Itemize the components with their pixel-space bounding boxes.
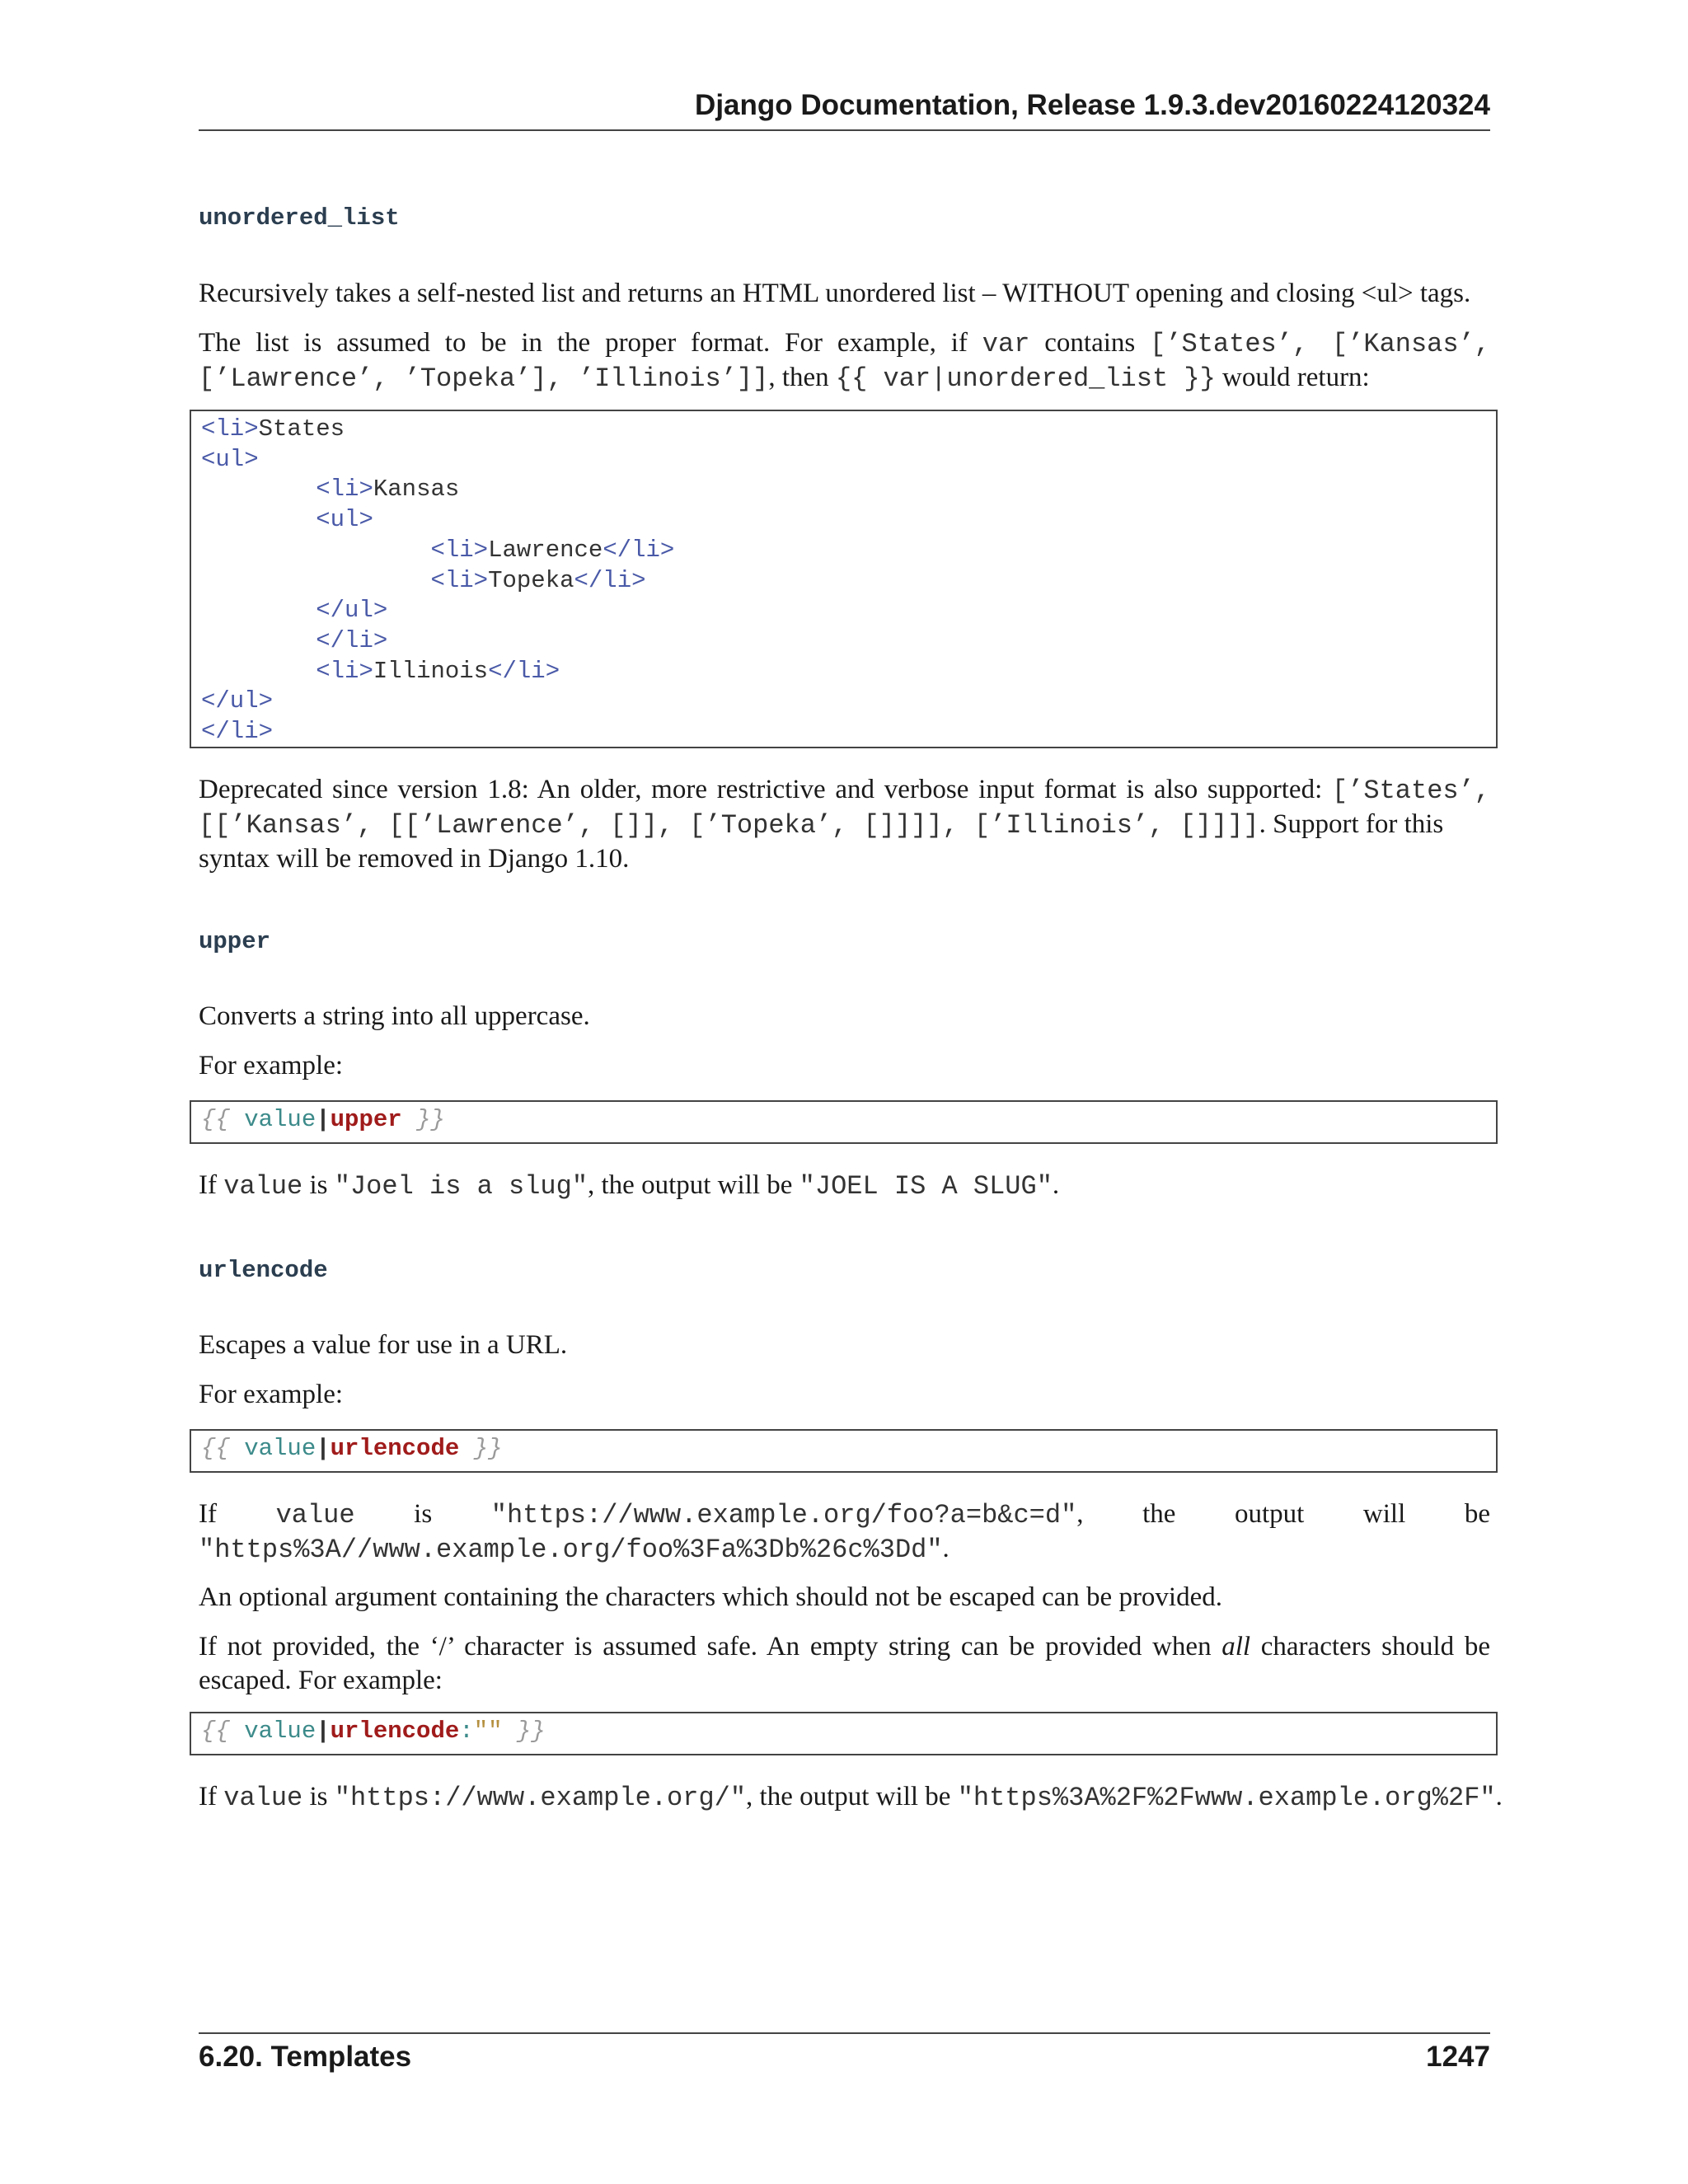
code-block: [190, 410, 1498, 748]
html-tag: </li>: [201, 718, 274, 746]
code-line: <li>Lawrence</li>: [430, 536, 675, 564]
html-tag: <li>: [316, 657, 373, 685]
paragraph: Recursively takes a self-nested list and returns an HTML unordered list – WITHOUT opening and closing <ul> tags.: [199, 279, 1471, 308]
code-line: <li>Topeka</li>: [430, 566, 646, 594]
code-block: {{ value|urlencode:"" }}: [190, 1712, 1498, 1755]
paragraph: Escapes a value for use in a URL.: [199, 1330, 568, 1360]
code-block: {{ value|upper }}: [190, 1100, 1498, 1144]
paragraph: If value is "https://www.example.org/", the output will be "https%3A%2F%2Fwww.example.org%2F".: [199, 1782, 1503, 1813]
code-block: {{ value|urlencode }}: [190, 1429, 1498, 1473]
html-tag: <li>: [430, 536, 489, 564]
html-tag: <ul>: [316, 506, 373, 534]
code-line: [201, 687, 273, 715]
html-tag: </li>: [488, 657, 560, 685]
html-tag: </ul>: [316, 597, 388, 625]
paragraph: If not provided, the ‘/’ character is assumed safe. An empty string can be provided when all characters should be escaped. For example:: [199, 1632, 1490, 1695]
code-line: [201, 506, 373, 533]
html-tag: </li>: [603, 536, 675, 564]
code-line: [201, 597, 387, 624]
code-line: [201, 627, 387, 654]
html-tag: <li>: [316, 476, 373, 504]
section-heading-unordered-list: unordered_list: [199, 204, 400, 232]
html-tag: <li>: [430, 566, 489, 594]
section-heading-urlencode: urlencode: [199, 1257, 328, 1284]
paragraph: If value is "Joel is a slug", the output will be "JOEL IS A SLUG".: [199, 1170, 1060, 1202]
code-listing: [191, 411, 1496, 751]
paragraph: Converts a string into all uppercase.: [199, 1001, 590, 1031]
deprecation-note: Deprecated since version 1.8: An older, more restrictive and verbose input format is also supported: [’States’, [[’Kansas’, [[’Lawrence’, []], [’Topeka’, []]]], [’Illinois’, []]]]. Support for this syntax will be removed in Django 1.10.: [199, 775, 1490, 874]
running-header: Django Documentation, Release 1.9.3.dev20160224120324: [695, 89, 1490, 121]
section-heading-upper: upper: [199, 928, 271, 955]
code-line: [201, 718, 273, 745]
footer-section-title: 6.20. Templates: [199, 2041, 412, 2073]
code-line: [201, 446, 259, 473]
paragraph: The list is assumed to be in the proper format. For example, if var contains [’States’, [’Kansas’, [’Lawrence’, ’Topeka’], ’Illinois’]], then {{ var|unordered_list }} would return:: [199, 328, 1490, 394]
code-line: <li>States: [201, 415, 345, 443]
html-tag: <li>: [201, 415, 259, 443]
html-tag: </li>: [316, 626, 388, 654]
paragraph: For example:: [199, 1380, 344, 1409]
code-line: <li>Kansas: [316, 476, 460, 504]
paragraph: For example:: [199, 1051, 344, 1080]
footer-rule: [199, 2032, 1490, 2034]
html-tag: </li>: [574, 566, 646, 594]
paragraph: An optional argument containing the characters which should not be escaped can be provided.: [199, 1582, 1222, 1612]
code-line: <li>Illinois</li>: [316, 657, 560, 685]
paragraph: If value is "https://www.example.org/foo?a=b&c=d", the output will be "https%3A//www.example.org/foo%3Fa%3Db%26c%3Dd".: [199, 1499, 1490, 1565]
header-rule: [199, 129, 1490, 131]
html-tag: <ul>: [201, 445, 259, 473]
html-tag: </ul>: [201, 687, 274, 715]
footer-page-number: 1247: [1426, 2041, 1490, 2073]
